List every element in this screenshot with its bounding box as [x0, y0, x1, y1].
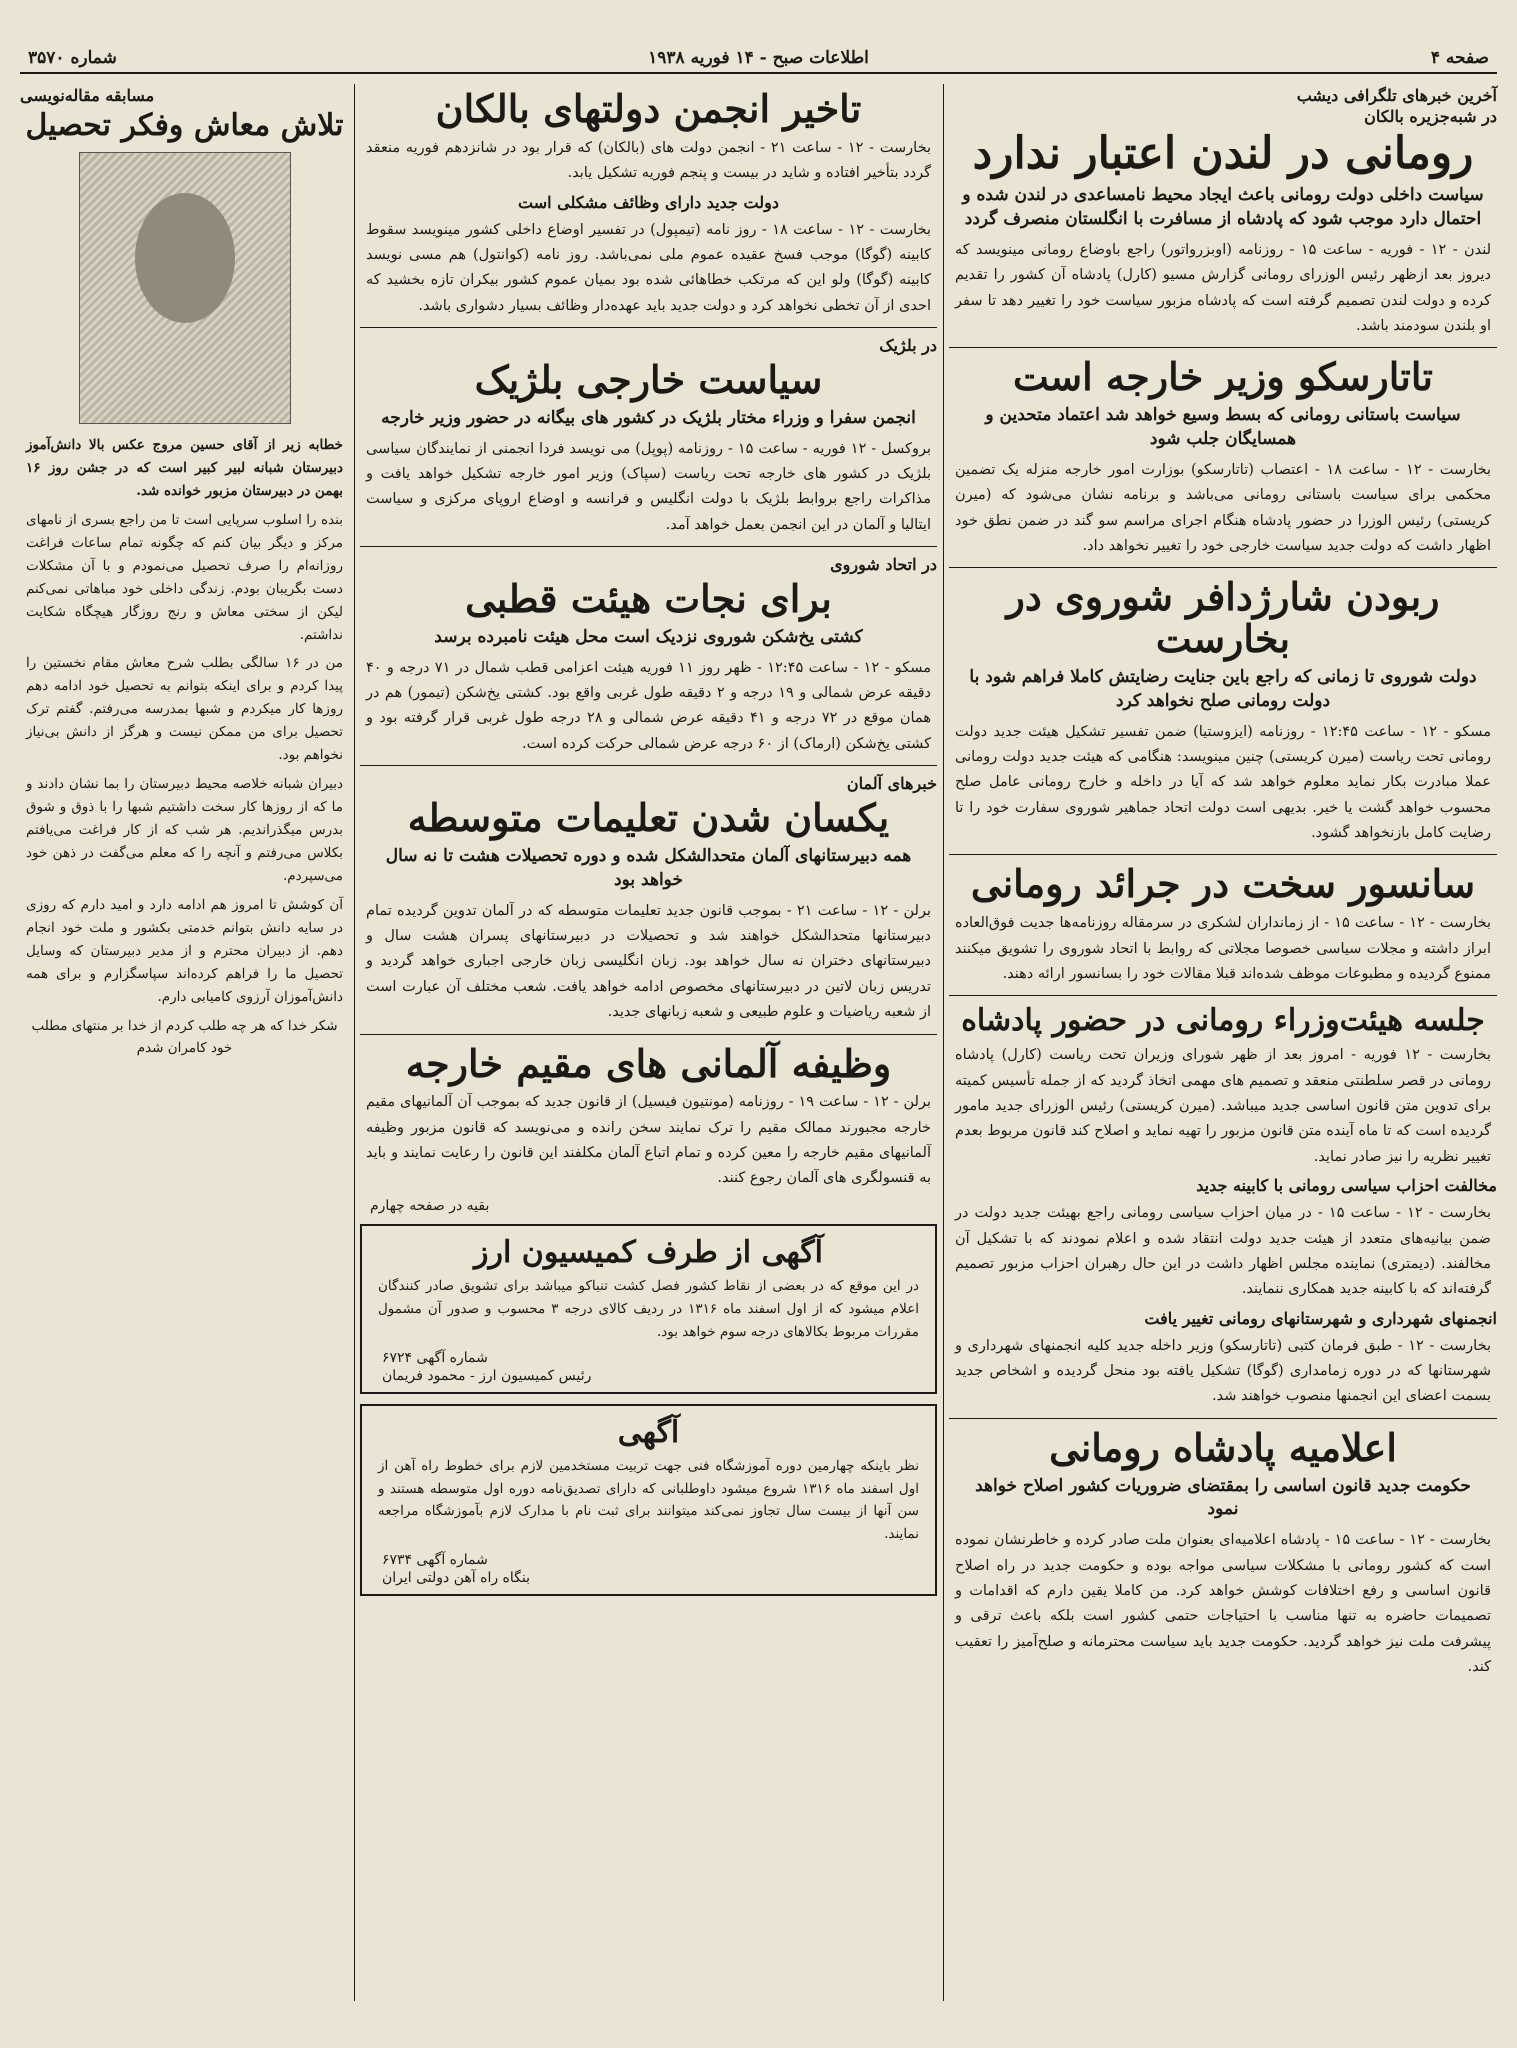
newspaper-page	[20, 26, 1497, 2031]
headline-cabinet: جلسه هیئت‌وزراء رومانی در حضور پادشاه	[961, 1003, 1485, 1039]
subheadline: انجمن سفرا و وزراء مختار بلژیک در کشور های بیگانه در حضور وزیر خارجه	[381, 407, 916, 428]
headline-censorship: سانسور سخت در جرائد رومانی	[970, 861, 1476, 907]
issue-number: شماره ۳۵۷۰	[28, 48, 117, 68]
divider	[360, 765, 937, 766]
headline-tatarescu: تاتارسکو وزیر خارجه است	[1012, 354, 1434, 400]
headline-education: یکسان شدن تعلیمات متوسطه	[407, 795, 890, 841]
column-right	[949, 84, 1497, 2031]
column-rule	[354, 84, 355, 2001]
essay-body: من در ۱۶ سالگی بطلب شرح معاش مقام نخستین را پیدا کردم و برای اینکه بتوانم به تحصیل خود ادامه دهم روزها کار میکردم و شبها بمدرسه می‌رفتم. گفتم ترک تحصیل برای من ممکن نیست و هرگز از دانش بی‌نیاز نخواهم بود.	[26, 655, 343, 764]
headline-belgium: سیاست خارجی بلژیک	[474, 357, 823, 403]
subheadline: سیاست باستانی رومانی که بسط وسیع خواهد شد اعتماد متحدین و همسایگان جلب شود	[985, 405, 1461, 450]
section-kicker: در بلژیک	[879, 336, 937, 356]
page-number: صفحه ۴	[1430, 48, 1489, 68]
author-photo	[79, 152, 291, 424]
article-body: بخارست - ۱۲ - ساعت ۱۸ - اعتصاب (تاتارسکو) بوزارت امور خارجه منزله یک تضمین محکمی برای سیاست باستانی رومانی می‌باشد و برنامه نشان می‌شود که (میرن کریستی) رئیس الوزرا در حضور پادشاه هنگام اجرای مراسم سو گند در ضمن نطق خود اظهار داشت که دولت جدید سیاست خارجی خود را تغییر نخواهد داد.	[955, 461, 1491, 554]
article-body: برلن - ۱۲ - ساعت ۲۱ - بموجب قانون جدید تعلیمات متوسطه که در آلمان تدوین گردیده تمام دبیرستانها متحدالشکل خواهند شد و تحصیلات در دبیرستانهای پسران هشت سال و دبیرستانهای دختران نه سال خواهد بود. زبان انگلیسی زبان خارجی اجباری خواهد گردید و تدریس زبان لاتین در دبیرستانهای مخصوص ادامه خواهد یافت. شعب مختلف آن عبارت است از شعبه ریاضیات و علوم طبیعی و شعبه زبانهای جدید.	[366, 902, 931, 1021]
ad-title: آگهی از طرف کمیسیون ارز	[474, 1234, 823, 1270]
railway-ad	[360, 1404, 937, 1597]
headline-germans-abroad: وظیفه آلمانی های مقیم خارجه	[405, 1040, 892, 1086]
headline-romania: رومانی در لندن اعتبار ندارد	[972, 128, 1474, 179]
divider	[949, 567, 1497, 568]
article-body: بخارست - ۱۲ - ساعت ۱۵ - از زمانداران لشکری در سرمقاله روزنامه‌ها جدیت فوق‌العاده ابراز داشته و مجلات سیاسی خصوصا مجلاتی که روابط با اتحاد شوروی را تشویق میکنند ممنوع گردیده و مطبوعات موظف شده‌اند قبلا مقالات خود را بسانسور ارائه دهند.	[955, 915, 1491, 982]
page-header	[20, 46, 1497, 74]
continued-note: بقیه در صفحه چهارم	[370, 1197, 490, 1214]
subheadline: حکومت جدید قانون اساسی را بمقتضای ضروریات کشور اصلاح خواهد نمود	[975, 1475, 1471, 1520]
divider	[949, 995, 1497, 996]
column-rule	[943, 84, 944, 2001]
divider	[949, 1418, 1497, 1419]
ad-body: در این موقع که در بعضی از نقاط کشور فصل کشت تنباکو میباشد برای تشویق صادر کنندگان اعلام میشود که از اول اسفند ماه ۱۳۱۶ در ردیف کالای درجه ۳ محسوب و صدور آن مشمول مقررات مربوط بکالاهای درجه سوم خواهد بود.	[378, 1277, 920, 1340]
subheadline: دولت شوروی تا زمانی که راجع باین جنایت رضایتش کاملا فراهم شود با دولت رومانی صلح نخواهد کرد	[969, 666, 1477, 711]
currency-commission-ad	[360, 1224, 937, 1394]
divider	[360, 1034, 937, 1035]
article-body: بخارست - ۱۲ - طبق فرمان کتبی (تاتارسکو) وزیر داخله جدید کلیه انجمنهای شهرداری و شهرستانها که در دوره زمامداری (گوگا) تشکیل یافته بود منحل گردیده و اشخاص جدید بسمت اعضای این انجمنها منصوب خواهند شد.	[955, 1337, 1491, 1405]
article-body: بخارست - ۱۲ - ساعت ۲۱ - انجمن دولت های (بالکان) که قرار بود در شانزدهم فوریه منعقد گردد بتأخیر افتاده و شاید در بیست و پنجم فوریه تشکیل یابد.	[366, 139, 931, 182]
article-body: بخارست - ۱۲ فوریه - امروز بعد از ظهر شورای وزیران تحت ریاست (کارل) پادشاه رومانی در قصر سلطنتی منعقد و تصمیم های مهمی اتخاذ گردید که از جمله تأسیس کمیته برای تدوین متن قانون اساسی جدید میباشد. (میرن کریستی) رئیس الوزرای جدید مامور گردیده است که تا ماه آینده متن قانون مزبور را تهیه نماید و اصلاح کند قانون مربوط بعدم تغییر نظریه را نیز صادر نماید.	[955, 1047, 1491, 1165]
column-middle	[360, 84, 937, 2031]
headline-essay: تلاش معاش وفکر تحصیل	[25, 108, 344, 143]
photo-caption: خطابه زیر از آقای حسین مروج عکس بالا دانش‌آموز دبیرستان شبانه لبیر کبیر است که در جشن روز ۱۶ بهمن در دبیرستان مزبور خوانده شد.	[26, 437, 343, 499]
column-left	[20, 84, 349, 2031]
divider	[360, 327, 937, 328]
ad-signature: بنگاه راه آهن دولتی ایران	[382, 1570, 531, 1587]
section-kicker: در شبه‌جزیره بالکان	[1364, 107, 1497, 126]
essay-body: دبیران شبانه خلاصه محیط دبیرستان را بما نشان دادند و ما که از روزها کار سخت داشتیم شبها را با ذوق و شوق بدرس میگذراندیم. هر شب که از کار فراغت می‌یافتم بکلاس می‌رفتم و آنچه را که معلم می‌گفت در ذهن خود می‌سپردم.	[26, 776, 343, 884]
headline-balkan: تاخیر انجمن دولتهای بالکان	[435, 86, 862, 131]
section-kicker: انجمنهای شهرداری و شهرستانهای رومانی تغییر یافت	[1144, 1308, 1497, 1328]
article-body: بخارست - ۱۲ - ساعت ۱۵ - پادشاه اعلامیه‌ای بعنوان ملت صادر کرده و خاطرنشان نموده است که کشور رومانی با مشکلات سیاسی مواجه بوده و حکومت جدید در راه اصلاح قانون اساسی و رفع اختلافات کوشش خواهد کرد. من کاملا یقین دارم که اقدامات و تصمیمات حاضره به تنها مناسب با احتیاجات حتمی کشور است بلکه باعث ترقی و پیشرفت ملت نیز خواهد گردید. حکومت جدید باید سیاست محترمانه و صلح‌آمیز را تعقیب کند.	[955, 1532, 1491, 1676]
divider	[949, 854, 1497, 855]
section-kicker: در اتحاد شوروی	[830, 555, 937, 575]
essay-body: بنده را اسلوب سرپایی است تا من راجع بسری از نامهای مرکز و دیگر بیان کنم که چگونه تمام ساعات فراغت روزانه‌ام را صرف تحصیل می‌نمودم و با آن مشکلات دست بگریبان بودم. زندگی داخلی خود مباهاتی نمی‌کنم لیکن از سختی معاش و رنج روزگار هیچگاه شکایت نداشتم.	[26, 511, 343, 643]
section-kicker: آخرین خبرهای تلگرافی دیشب	[1296, 86, 1497, 105]
essay-body: آن کوشش تا امروز هم ادامه دارد و امید دارم که روزی در سایه دانش بتوانم خدمتی بکشور و ملت خود انجام دهم. از دبیران محترم و از مدیر دبیرستان که وسایل تحصیل ما را فراهم کرده‌اند سپاسگزارم و برای همه دانش‌آموزان آرزوی کامیابی دارم.	[26, 896, 343, 1005]
ad-body: نظر باینکه چهارمین دوره آموزشگاه فنی جهت تربیت مستخدمین لازم برای خطوط راه آهن از اول اسفند ماه ۱۳۱۶ شروع میشود داوطلبانی که دارای تصدیق‌نامه دوره اول متوسطه هستند و سن آنها از بیست سال تجاوز نمی‌کند میتوانند برای ثبت نام با مدارک لازم بآموزشگاه مراجعه نمایند.	[378, 1457, 919, 1543]
ad-title: آگهی	[617, 1414, 680, 1450]
article-body: بروکسل - ۱۲ فوریه - ساعت ۱۵ - روزنامه (پوپل) می نویسد فردا انجمنی از نمایندگان سیاسی بلژیک در کشور های خارجه تحت ریاست (سپاک) وزیر امور خارجه تشکیل خواهد یافت و مذاکرات راجع بروابط بلژیک با دولت انگلیس و فرانسه و اوضاع اروپای مرکزی و سیاست ایتالیا و آلمان در این انجمن بعمل خواهد آمد.	[366, 440, 931, 533]
headline-polar: برای نجات هیئت قطبی	[465, 576, 832, 622]
headline-king: اعلامیه پادشاه رومانی	[1049, 1424, 1397, 1470]
section-kicker: مخالفت احزاب سیاسی رومانی با کابینه جدید	[1196, 1176, 1497, 1196]
article-body: مسکو - ۱۲ - ساعت ۱۲:۴۵ - روزنامه (ایزوستیا) ضمن تفسیر تشکیل هیئت جدید دولت رومانی تحت ریاست (میرن کریستی) چنین مینویسد: هنگامی که هیئت جدید دولت رومانی عملا مبادرت بکار نماید معلوم خواهد شد که آیا در داخله و خارج رومانی عامل صلح محسوب خواهد گشت یا خیر. بدیهی است دولت اتحاد جماهیر شوروی سفارت خود را تا رضایت کامل بازنخواهد گشود.	[955, 723, 1491, 842]
ad-number: شماره آگهی ۶۷۲۴	[382, 1349, 488, 1366]
article-body: بخارست - ۱۲ - ساعت ۱۵ - در میان احزاب سیاسی رومانی راجع بهیئت جدید دولت در ضمن بیانیه‌های متعدد از هیئت جدید دولت انتقاد شده و اعلام نمودند که با تشکیل آن مخالفند. (دیمتری) نماینده مجلس اظهار داشت در این حال رهبران احزاب مزبور تصمیم گرفته‌اند که با کابینه جدید همکاری ننمایند.	[955, 1205, 1491, 1298]
divider	[360, 546, 937, 547]
article-body: لندن - ۱۲ - فوریه - ساعت ۱۵ - روزنامه (اوبزرواتور) راجع باوضاع رومانی مینویسد که دیروز بعد ازظهر رئیس الوزرای رومانی گزارش مسیو (کارل) پادشاه آن کشور را تقدیم کرده و دولت لندن تصمیم گرفته است که پادشاه مزبور سیاست خود را تغییر دهد تا سفر او بلندن سودمند باشد.	[955, 241, 1492, 335]
divider	[949, 347, 1497, 348]
article-body: بخارست - ۱۲ - ساعت ۱۸ - روز نامه (تیمپول) در تفسیر اوضاع داخلی کشور مینویسد سقوط کابینه (گوگا) موجب فسخ عقیده عموم ملی نمی‌باشد. روز نامه (کوانتول) هم مسی نویسد کابینه (گوگا) ولو این که مرتکب خطاهائی شده بود بمیان عموم کشور بیکران تازه بخشید که احدی از آن تخطی نخواهد کرد و دولت جدید باید عهده‌دار وظائف بسیار دشواری باشد.	[366, 221, 931, 314]
section-kicker: خبرهای آلمان	[846, 774, 937, 794]
section-kicker: دولت جدید دارای وظائف مشکلی است	[518, 192, 779, 212]
paper-title: اطلاعات صبح - ۱۴ فوریه ۱۹۳۸	[648, 48, 869, 68]
subheadline: سیاست داخلی دولت رومانی باعث ایجاد محیط نامساعدی در لندن شده و احتمال دارد موجب شود که پادشاه از مسافرت با انگلستان منصرف گردد	[962, 185, 1484, 230]
essay-closing: شکر خدا که هر چه طلب کردم از خدا بر منتهای مطلب خود کامران شدم	[31, 1017, 338, 1057]
subheadline: همه دبیرستانهای آلمان متحدالشکل شده و دوره تحصیلات هشت تا نه سال خواهد بود	[385, 846, 912, 890]
article-body: مسکو - ۱۲ - ساعت ۱۲:۴۵ - ظهر روز ۱۱ فوریه هیئت اعزامی قطب شمال در ۷۱ درجه و ۴۰ دقیقه عرض شمالی و ۱۹ درجه و ۲ دقیقه طول غربی واقع بود. کشتی یخ‌شکن (تیمور) هم در همان موقع در ۷۲ درجه و ۴۱ دقیقه عرض شمالی و ۲۸ درجه طول غربی قرار گرفته بود و کشتی یخ‌شکن (ارماک) از ۶۰ درجه عرض شمالی حرکت کرده است.	[366, 659, 932, 752]
ad-signature: رئیس کمیسیون ارز - محمود فریمان	[382, 1367, 592, 1384]
subheadline: کشتی یخ‌شکن شوروی نزدیک است محل هیئت نامبرده برسد	[434, 626, 863, 647]
section-kicker: مسابقه مقاله‌نویسی	[20, 86, 155, 105]
ad-number: شماره آگهی ۶۷۳۴	[382, 1552, 488, 1569]
headline-bucharest: ربودن شارژدافر شوروی در بخارست	[1006, 574, 1440, 662]
article-body: برلن - ۱۲ - ساعت ۱۹ - روزنامه (مونتیون فیسیل) از قانون جدید که بموجب آن آلمانیهای مقیم خارجه مجبورند ممالک مقیم را ترک نمایند سخن رانده و می‌نویسد که قانون مزبور وظیفه آلمانیهای مقیم خارجه را معین کرده و تمام اتباع آلمان مکلفند این قانون را رعایت نمایند و باید به قنسولگری های آلمان رجوع کنند.	[366, 1094, 931, 1187]
